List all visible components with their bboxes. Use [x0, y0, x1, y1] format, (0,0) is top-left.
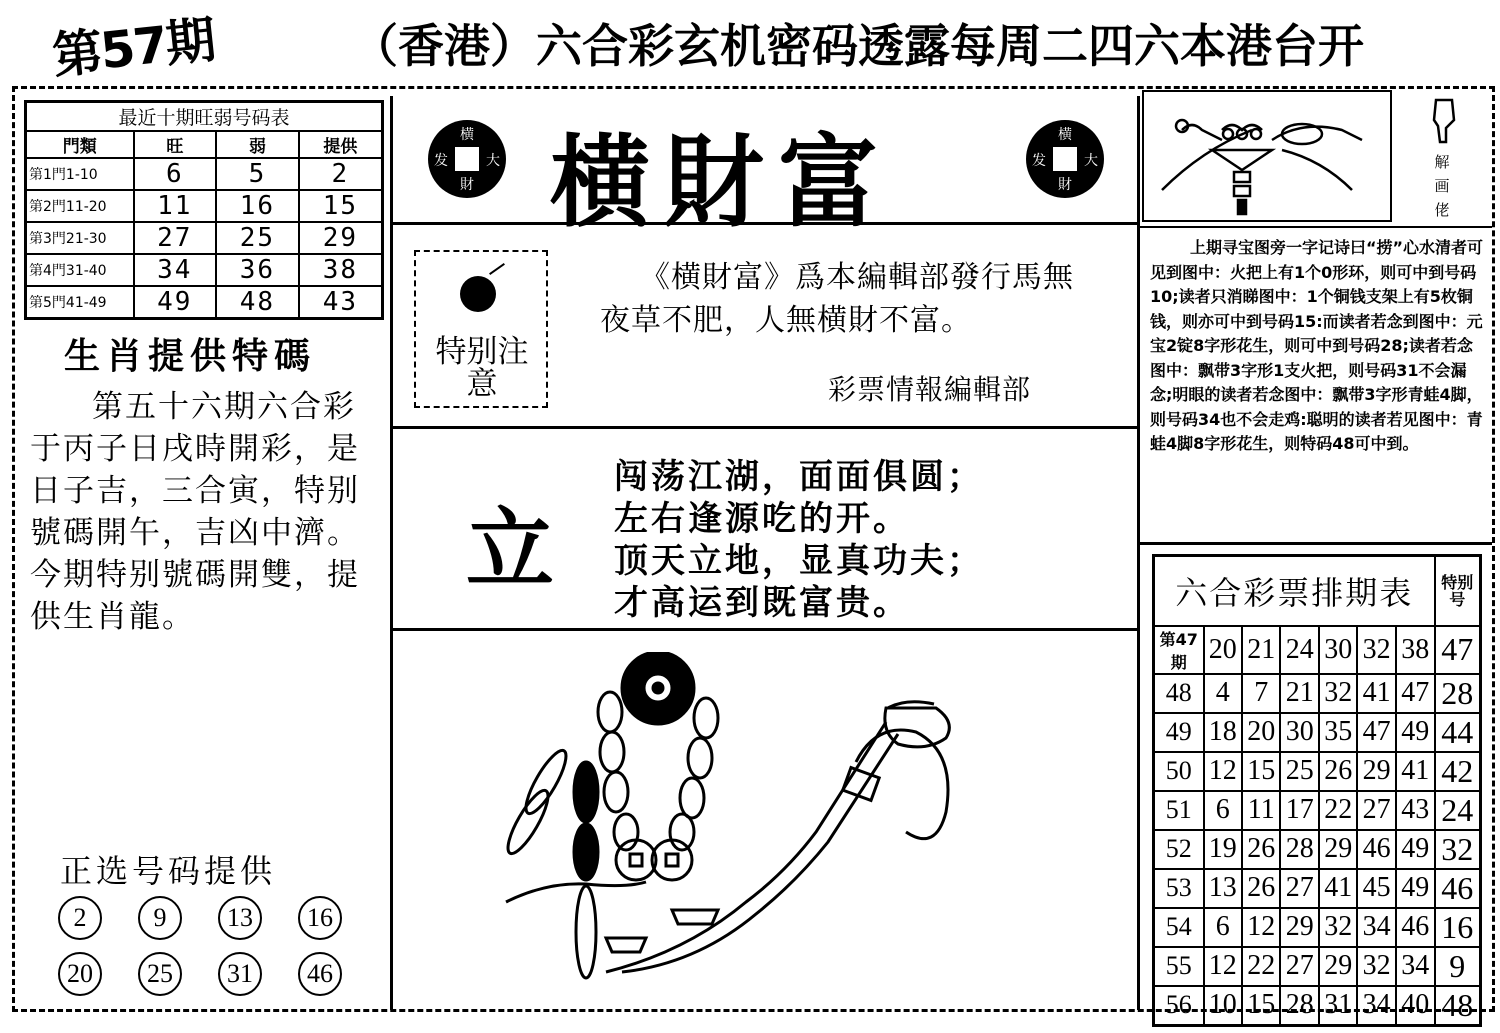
table-cell: 5 [216, 158, 299, 190]
notice-box [414, 250, 548, 408]
number-cell: 46 [1396, 908, 1435, 947]
number-cell: 12 [1204, 947, 1242, 986]
number-cell: 49 [1396, 869, 1435, 908]
poem-line: 顶天立地，显真功夫； [614, 541, 984, 581]
poem-line: 闯荡江湖，面面俱圆； [614, 457, 984, 497]
pointing-hand-icon [1426, 96, 1462, 146]
coin-icon [1026, 120, 1104, 198]
number-cell: 34 [1357, 908, 1395, 947]
issue-number: 第57期 [49, 10, 217, 86]
period-cell: 第47期 [1154, 626, 1204, 674]
number-cell: 20 [1242, 713, 1280, 752]
special-header: 特别号 [1435, 556, 1481, 626]
coin-char: 横 [1058, 127, 1072, 143]
special-number-cell: 47 [1435, 626, 1481, 674]
table-cell: 16 [216, 190, 299, 222]
poem-character: 立 [466, 498, 555, 601]
special-number-cell: 9 [1435, 947, 1481, 986]
number-cell: 11 [1242, 791, 1280, 830]
schedule-row [1154, 752, 1481, 791]
table-cell: 38 [299, 254, 383, 286]
table-cell: 27 [134, 222, 217, 254]
zodiac-title: 生肖提供特碼 [64, 336, 317, 377]
number-cell: 12 [1242, 908, 1280, 947]
schedule-title: 六合彩票排期表 [1154, 556, 1435, 626]
period-cell: 50 [1154, 752, 1204, 791]
number-cell: 47 [1357, 713, 1395, 752]
period-cell: 48 [1154, 674, 1204, 713]
coin-icon [428, 120, 506, 198]
special-number-cell: 42 [1435, 752, 1481, 791]
special-number-cell: 16 [1435, 908, 1481, 947]
number-cell: 49 [1396, 713, 1435, 752]
poem [614, 456, 984, 624]
picks-title: 正选号码提供 [60, 852, 277, 890]
number-cell: 28 [1280, 830, 1318, 869]
coin-char: 財 [460, 177, 474, 193]
row-label: 第1門1-10 [26, 158, 134, 190]
number-cell: 29 [1280, 908, 1318, 947]
pick-number: 9 [138, 896, 182, 940]
number-cell: 13 [1204, 869, 1242, 908]
number-cell: 21 [1242, 626, 1280, 674]
period-cell: 55 [1154, 947, 1204, 986]
special-number-cell: 48 [1435, 986, 1481, 1026]
editor-credit: 彩票情報編輯部 [828, 373, 1032, 406]
table-cell: 49 [134, 286, 217, 319]
bomb-icon [460, 276, 496, 312]
number-cell: 41 [1357, 674, 1395, 713]
number-cell: 38 [1396, 626, 1435, 674]
number-cell: 15 [1242, 752, 1280, 791]
pick-number: 13 [218, 896, 262, 940]
divider-mid-2 [393, 426, 1137, 429]
coin-char: 发 [1032, 153, 1046, 169]
pick-number: 2 [58, 896, 102, 940]
number-cell: 7 [1242, 674, 1280, 713]
treasure-illustration [486, 652, 1006, 1002]
schedule-row [1154, 908, 1481, 947]
number-cell: 6 [1204, 791, 1242, 830]
number-cell: 26 [1242, 830, 1280, 869]
number-cell: 32 [1357, 626, 1395, 674]
table-cell: 25 [216, 222, 299, 254]
number-cell: 26 [1242, 869, 1280, 908]
zodiac-text: 第五十六期六合彩于丙子日戌時開彩，是日子吉，三合寅，特别號碼開午，吉凶中濟。今期特别號碼開雙，提供生肖龍。 [30, 389, 360, 635]
special-number-cell: 28 [1435, 674, 1481, 713]
coin-char: 发 [434, 153, 448, 169]
number-cell: 49 [1396, 830, 1435, 869]
number-cell: 22 [1319, 791, 1357, 830]
coin-char: 横 [460, 127, 474, 143]
poem-line: 才高运到既富贵。 [614, 583, 910, 623]
number-cell: 15 [1242, 986, 1280, 1026]
number-cell: 18 [1204, 713, 1242, 752]
coin-char: 財 [1058, 177, 1072, 193]
number-cell: 34 [1357, 986, 1395, 1026]
schedule-row [1154, 947, 1481, 986]
row-label: 第3門21-30 [26, 222, 134, 254]
schedule-row [1154, 830, 1481, 869]
number-cell: 24 [1280, 626, 1318, 674]
table-row [26, 254, 383, 286]
column-header: 旺 [134, 131, 217, 158]
number-cell: 35 [1319, 713, 1357, 752]
pick-number: 31 [218, 952, 262, 996]
brand-title: 横財富 [550, 123, 892, 241]
row-label: 第2門11-20 [26, 190, 134, 222]
special-number-cell: 44 [1435, 713, 1481, 752]
schedule-row [1154, 986, 1481, 1026]
headline: （香港）六合彩玄机密码透露每周二四六本港台开 [352, 19, 1364, 73]
column-header: 提供 [299, 131, 383, 158]
bomb-fuse-icon [489, 263, 505, 275]
table-caption: 最近十期旺弱号码表 [26, 102, 383, 132]
divider-left [390, 96, 393, 1010]
coin-char: 大 [1084, 153, 1098, 169]
column-header: 門類 [26, 131, 134, 158]
number-cell: 26 [1319, 752, 1357, 791]
pick-number: 25 [138, 952, 182, 996]
number-cell: 17 [1280, 791, 1318, 830]
period-cell: 49 [1154, 713, 1204, 752]
number-cell: 22 [1242, 947, 1280, 986]
number-cell: 20 [1204, 626, 1242, 674]
puzzle-label: 解画佬 [1434, 153, 1450, 219]
number-cell: 32 [1319, 674, 1357, 713]
draw-schedule-table [1152, 554, 1482, 1027]
period-cell: 54 [1154, 908, 1204, 947]
divider-right [1137, 96, 1140, 1010]
row-label: 第4門31-40 [26, 254, 134, 286]
divider-mid-3 [393, 628, 1137, 631]
schedule-row [1154, 626, 1481, 674]
number-cell: 43 [1396, 791, 1435, 830]
number-cell: 19 [1204, 830, 1242, 869]
page-header [0, 0, 1500, 85]
number-cell: 27 [1357, 791, 1395, 830]
notice-label: 特别注意 [435, 334, 529, 402]
table-row [26, 190, 383, 222]
pick-number: 20 [58, 952, 102, 996]
schedule-row [1154, 791, 1481, 830]
coin-char: 大 [486, 153, 500, 169]
table-cell: 2 [299, 158, 383, 190]
special-number-cell: 32 [1435, 830, 1481, 869]
number-cell: 12 [1204, 752, 1242, 791]
number-cell: 47 [1396, 674, 1435, 713]
period-cell: 51 [1154, 791, 1204, 830]
row-label: 第5門41-49 [26, 286, 134, 319]
number-cell: 32 [1319, 908, 1357, 947]
period-cell: 56 [1154, 986, 1204, 1026]
poem-line: 左右逢源吃的开。 [614, 499, 910, 539]
table-cell: 43 [299, 286, 383, 319]
number-cell: 30 [1280, 713, 1318, 752]
divider-right-2 [1140, 542, 1492, 545]
table-row [26, 158, 383, 190]
pick-number: 46 [298, 952, 342, 996]
number-cell: 27 [1280, 947, 1318, 986]
number-cell: 31 [1319, 986, 1357, 1026]
number-cell: 30 [1319, 626, 1357, 674]
table-cell: 11 [134, 190, 217, 222]
table-cell: 34 [134, 254, 217, 286]
table-cell: 48 [216, 286, 299, 319]
number-cell: 34 [1396, 947, 1435, 986]
number-cell: 41 [1396, 752, 1435, 791]
table-cell: 29 [299, 222, 383, 254]
number-cell: 27 [1280, 869, 1318, 908]
number-cell: 4 [1204, 674, 1242, 713]
table-cell: 6 [134, 158, 217, 190]
special-number-cell: 46 [1435, 869, 1481, 908]
number-cell: 10 [1204, 986, 1242, 1026]
schedule-row [1154, 869, 1481, 908]
picks-grid [58, 896, 368, 996]
number-cell: 29 [1357, 752, 1395, 791]
number-cell: 41 [1319, 869, 1357, 908]
puzzle-hint: 上期寻宝图旁一字记诗曰“捞”心水清者可见到图中：火把上有1个0形环，则可中到号码10;读者只消睇图中：1个铜钱支架上有5枚铜钱，则亦可中到号码15:而读者若念到图中：元宝2锭8字形花生，则可中到号码28;读者若念图中：飘带3字形1支火把，则号码31不会漏念;明眼的读者若念图中：飘带3字形青蛙4脚，则号码34也不会走鸡:聪明的读者若见图中：青蛙4脚8字形花生，则特码48可中到。 [1150, 238, 1484, 453]
number-cell: 45 [1357, 869, 1395, 908]
number-cell: 21 [1280, 674, 1318, 713]
table-cell: 15 [299, 190, 383, 222]
intro-text: 《横財富》爲本編輯部發行馬無夜草不肥，人無横財不富。 [600, 260, 1074, 338]
special-number-cell: 24 [1435, 791, 1481, 830]
number-cell: 25 [1280, 752, 1318, 791]
pick-number: 16 [298, 896, 342, 940]
number-cell: 46 [1357, 830, 1395, 869]
strong-weak-table [24, 100, 384, 320]
schedule-row [1154, 674, 1481, 713]
table-cell: 36 [216, 254, 299, 286]
number-cell: 6 [1204, 908, 1242, 947]
period-cell: 53 [1154, 869, 1204, 908]
number-cell: 29 [1319, 947, 1357, 986]
table-row [26, 286, 383, 319]
table-row [26, 222, 383, 254]
number-cell: 29 [1319, 830, 1357, 869]
puzzle-illustration [1142, 90, 1392, 222]
number-cell: 28 [1280, 986, 1318, 1026]
column-header: 弱 [216, 131, 299, 158]
schedule-row [1154, 713, 1481, 752]
period-cell: 52 [1154, 830, 1204, 869]
number-cell: 32 [1357, 947, 1395, 986]
divider-right-1 [1140, 226, 1492, 228]
number-cell: 40 [1396, 986, 1435, 1026]
